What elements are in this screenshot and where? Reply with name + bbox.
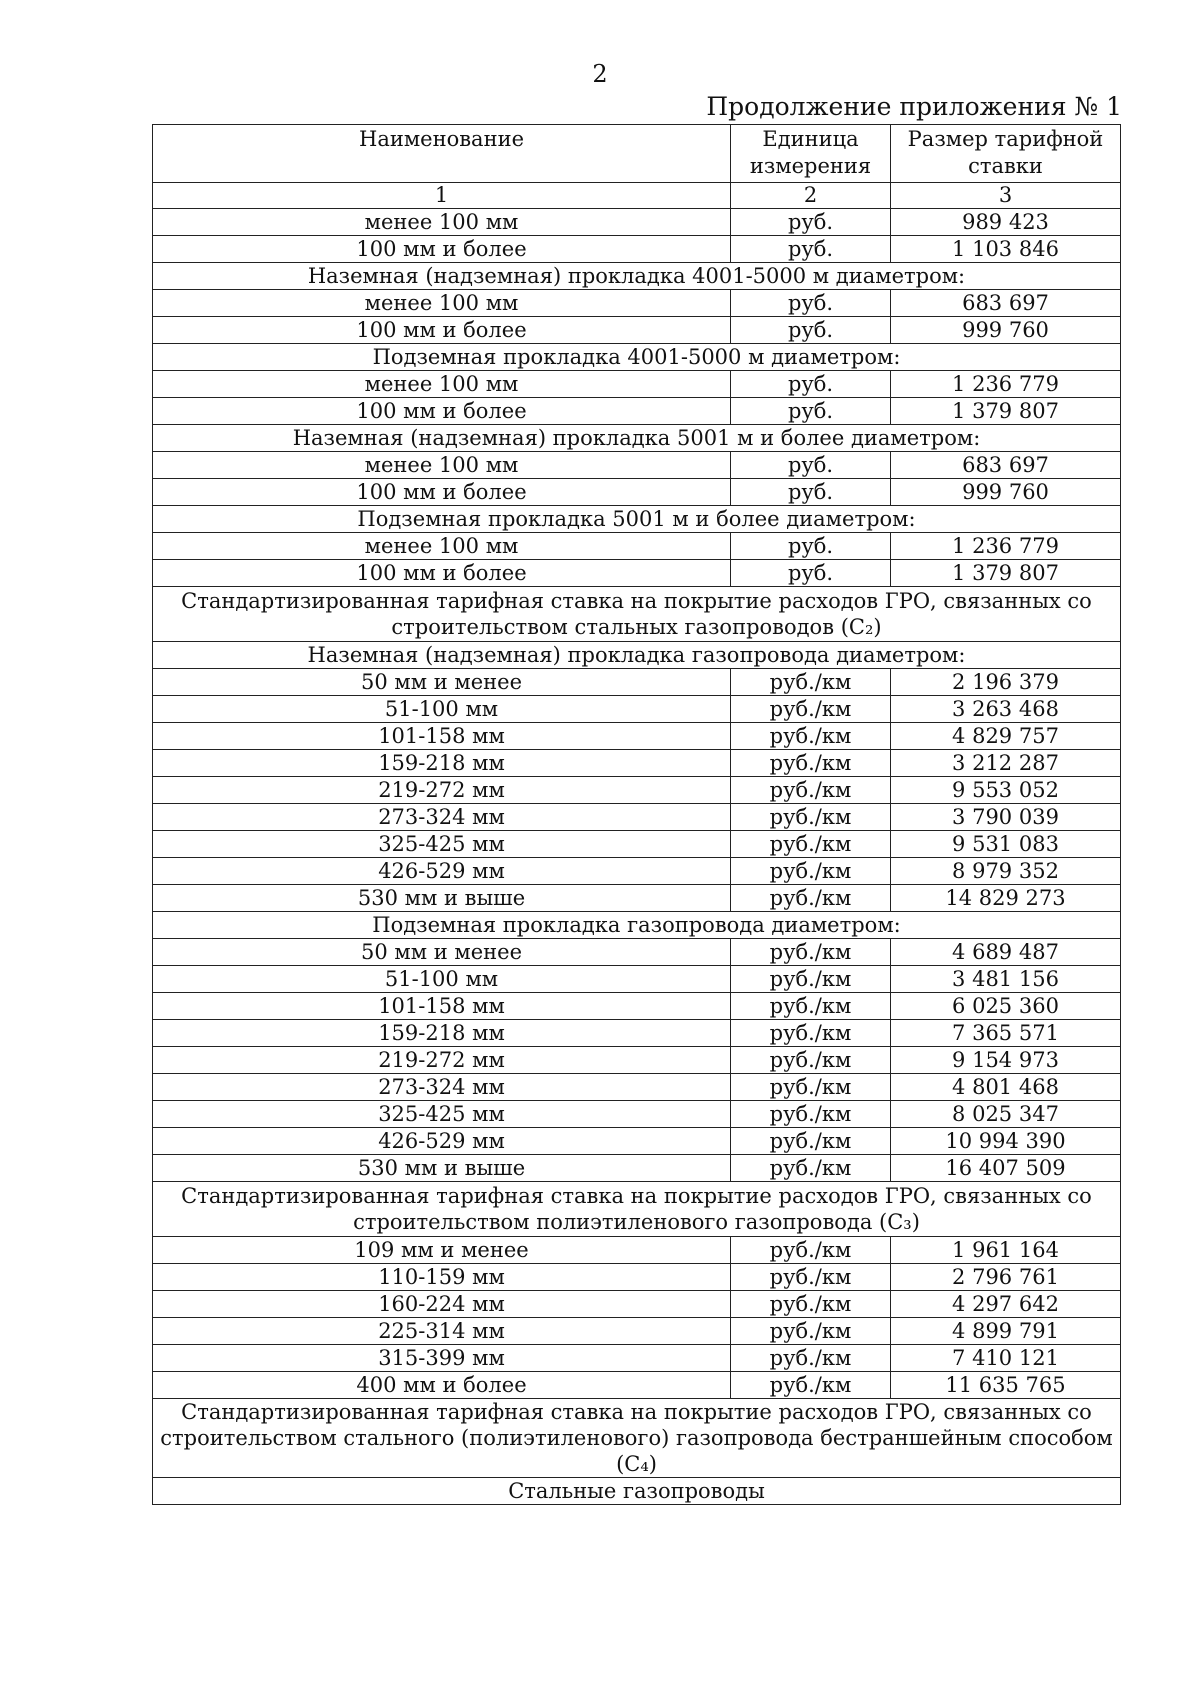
row-value: 11 635 765 (891, 1372, 1121, 1399)
continuation-label: Продолжение приложения № 1 (706, 92, 1122, 121)
row-value: 3 790 039 (891, 804, 1121, 831)
column-number: 3 (891, 183, 1121, 209)
table-header-row (153, 125, 1121, 183)
row-name: 51-100 мм (153, 966, 731, 993)
row-value: 9 154 973 (891, 1047, 1121, 1074)
row-name: 160-224 мм (153, 1291, 731, 1318)
row-value: 3 212 287 (891, 750, 1121, 777)
group-heading: Подземная прокладка 4001-5000 м диаметром: (153, 344, 1121, 371)
row-value: 16 407 509 (891, 1155, 1121, 1182)
row-unit: руб./км (731, 831, 891, 858)
row-name: 273-324 мм (153, 1074, 731, 1101)
section-heading-row (153, 587, 1121, 642)
table-row (153, 750, 1121, 777)
section-heading-row (153, 1399, 1121, 1478)
row-name: 225-314 мм (153, 1318, 731, 1345)
row-value: 4 297 642 (891, 1291, 1121, 1318)
header-rate: Размер тарифной ставки (891, 125, 1121, 183)
group-heading: Наземная (надземная) прокладка 4001-5000 м диаметром: (153, 263, 1121, 290)
row-name: менее 100 мм (153, 290, 731, 317)
row-name: 159-218 мм (153, 750, 731, 777)
group-heading-row (153, 344, 1121, 371)
row-value: 14 829 273 (891, 885, 1121, 912)
row-unit: руб. (731, 398, 891, 425)
column-number: 2 (731, 183, 891, 209)
group-heading-row (153, 425, 1121, 452)
row-name: 426-529 мм (153, 1128, 731, 1155)
row-value: 10 994 390 (891, 1128, 1121, 1155)
row-unit: руб./км (731, 696, 891, 723)
row-unit: руб./км (731, 966, 891, 993)
row-unit: руб./км (731, 1128, 891, 1155)
row-name: 315-399 мм (153, 1345, 731, 1372)
group-heading-row (153, 263, 1121, 290)
row-unit: руб./км (731, 1020, 891, 1047)
row-name: 100 мм и более (153, 560, 731, 587)
row-value: 1 379 807 (891, 560, 1121, 587)
table-row (153, 858, 1121, 885)
table-row (153, 371, 1121, 398)
row-value: 989 423 (891, 209, 1121, 236)
section-heading-row (153, 1182, 1121, 1237)
table-row (153, 1291, 1121, 1318)
row-name: 426-529 мм (153, 858, 731, 885)
row-name: 273-324 мм (153, 804, 731, 831)
table-row (153, 1318, 1121, 1345)
column-number-row (153, 183, 1121, 209)
table-row (153, 290, 1121, 317)
row-unit: руб. (731, 236, 891, 263)
table-row (153, 1372, 1121, 1399)
table-row (153, 1155, 1121, 1182)
table-row (153, 777, 1121, 804)
row-name: менее 100 мм (153, 452, 731, 479)
row-unit: руб./км (731, 1047, 891, 1074)
row-name: 50 мм и менее (153, 939, 731, 966)
row-value: 7 410 121 (891, 1345, 1121, 1372)
row-name: 400 мм и более (153, 1372, 731, 1399)
row-unit: руб./км (731, 1318, 891, 1345)
table-row (153, 1047, 1121, 1074)
row-value: 6 025 360 (891, 993, 1121, 1020)
table-row (153, 723, 1121, 750)
table-row (153, 1345, 1121, 1372)
row-unit: руб./км (731, 1155, 891, 1182)
table-row (153, 398, 1121, 425)
table-row (153, 1020, 1121, 1047)
row-value: 4 801 468 (891, 1074, 1121, 1101)
row-name: 100 мм и более (153, 236, 731, 263)
table-row (153, 236, 1121, 263)
row-name: 100 мм и более (153, 479, 731, 506)
row-unit: руб./км (731, 993, 891, 1020)
section-heading: Стандартизированная тарифная ставка на покрытие расходов ГРО, связанных со строительством стального (полиэтиленового) газопровода бестраншейным способом (С₄) (153, 1399, 1121, 1478)
row-unit: руб. (731, 452, 891, 479)
row-name: 100 мм и более (153, 317, 731, 344)
tariff-table-body (153, 125, 1121, 1505)
table-row (153, 1128, 1121, 1155)
section-heading: Стандартизированная тарифная ставка на покрытие расходов ГРО, связанных со строительством стальных газопроводов (С₂) (153, 587, 1121, 642)
row-value: 1 236 779 (891, 533, 1121, 560)
row-name: 219-272 мм (153, 1047, 731, 1074)
row-unit: руб./км (731, 804, 891, 831)
row-unit: руб./км (731, 777, 891, 804)
row-unit: руб. (731, 317, 891, 344)
row-value: 1 379 807 (891, 398, 1121, 425)
row-value: 683 697 (891, 452, 1121, 479)
row-unit: руб. (731, 290, 891, 317)
row-name: 325-425 мм (153, 831, 731, 858)
row-name: 50 мм и менее (153, 669, 731, 696)
group-heading: Наземная (надземная) прокладка газопровода диаметром: (153, 642, 1121, 669)
row-value: 2 196 379 (891, 669, 1121, 696)
row-value: 1 961 164 (891, 1237, 1121, 1264)
group-heading-row (153, 642, 1121, 669)
group-heading: Подземная прокладка 5001 м и более диаметром: (153, 506, 1121, 533)
table-row (153, 966, 1121, 993)
table-row (153, 479, 1121, 506)
group-heading: Наземная (надземная) прокладка 5001 м и более диаметром: (153, 425, 1121, 452)
row-unit: руб. (731, 479, 891, 506)
table-row (153, 993, 1121, 1020)
row-unit: руб./км (731, 1237, 891, 1264)
row-unit: руб./км (731, 858, 891, 885)
row-value: 4 689 487 (891, 939, 1121, 966)
table-row (153, 1101, 1121, 1128)
header-name: Наименование (153, 125, 731, 183)
row-name: 100 мм и более (153, 398, 731, 425)
group-heading: Подземная прокладка газопровода диаметром: (153, 912, 1121, 939)
group-heading-row (153, 506, 1121, 533)
row-name: 109 мм и менее (153, 1237, 731, 1264)
row-value: 8 025 347 (891, 1101, 1121, 1128)
row-value: 1 103 846 (891, 236, 1121, 263)
row-unit: руб./км (731, 750, 891, 777)
table-row (153, 831, 1121, 858)
row-unit: руб./км (731, 1264, 891, 1291)
row-value: 4 829 757 (891, 723, 1121, 750)
row-value: 999 760 (891, 479, 1121, 506)
row-unit: руб./км (731, 1291, 891, 1318)
row-value: 683 697 (891, 290, 1121, 317)
row-value: 4 899 791 (891, 1318, 1121, 1345)
group-heading-row (153, 1478, 1121, 1505)
row-name: 219-272 мм (153, 777, 731, 804)
table-row (153, 1074, 1121, 1101)
header-unit: Единица измерения (731, 125, 891, 183)
group-heading-row (153, 912, 1121, 939)
row-name: 101-158 мм (153, 993, 731, 1020)
row-name: менее 100 мм (153, 533, 731, 560)
row-unit: руб./км (731, 723, 891, 750)
row-unit: руб./км (731, 1101, 891, 1128)
row-unit: руб. (731, 560, 891, 587)
row-unit: руб./км (731, 1074, 891, 1101)
row-name: 325-425 мм (153, 1101, 731, 1128)
table-row (153, 209, 1121, 236)
table-row (153, 1264, 1121, 1291)
row-unit: руб./км (731, 885, 891, 912)
row-name: менее 100 мм (153, 209, 731, 236)
table-row (153, 804, 1121, 831)
row-value: 9 531 083 (891, 831, 1121, 858)
row-name: 530 мм и выше (153, 885, 731, 912)
table-row (153, 669, 1121, 696)
row-value: 7 365 571 (891, 1020, 1121, 1047)
row-unit: руб. (731, 209, 891, 236)
row-value: 2 796 761 (891, 1264, 1121, 1291)
table-row (153, 317, 1121, 344)
row-unit: руб./км (731, 939, 891, 966)
table-row (153, 885, 1121, 912)
row-value: 1 236 779 (891, 371, 1121, 398)
group-heading: Стальные газопроводы (153, 1478, 1121, 1505)
table-row (153, 452, 1121, 479)
table-row (153, 939, 1121, 966)
row-unit: руб. (731, 371, 891, 398)
table-row (153, 696, 1121, 723)
table-row (153, 560, 1121, 587)
row-unit: руб./км (731, 1372, 891, 1399)
row-name: 51-100 мм (153, 696, 731, 723)
row-name: 101-158 мм (153, 723, 731, 750)
table-row (153, 1237, 1121, 1264)
row-unit: руб. (731, 533, 891, 560)
row-unit: руб./км (731, 1345, 891, 1372)
row-value: 8 979 352 (891, 858, 1121, 885)
row-value: 999 760 (891, 317, 1121, 344)
table-row (153, 533, 1121, 560)
row-value: 9 553 052 (891, 777, 1121, 804)
row-name: 159-218 мм (153, 1020, 731, 1047)
row-value: 3 481 156 (891, 966, 1121, 993)
section-heading: Стандартизированная тарифная ставка на покрытие расходов ГРО, связанных со строительством полиэтиленового газопровода (С₃) (153, 1182, 1121, 1237)
row-name: менее 100 мм (153, 371, 731, 398)
column-number: 1 (153, 183, 731, 209)
row-name: 530 мм и выше (153, 1155, 731, 1182)
page-number: 2 (592, 60, 608, 88)
row-name: 110-159 мм (153, 1264, 731, 1291)
tariff-table (152, 124, 1121, 1505)
row-unit: руб./км (731, 669, 891, 696)
row-value: 3 263 468 (891, 696, 1121, 723)
